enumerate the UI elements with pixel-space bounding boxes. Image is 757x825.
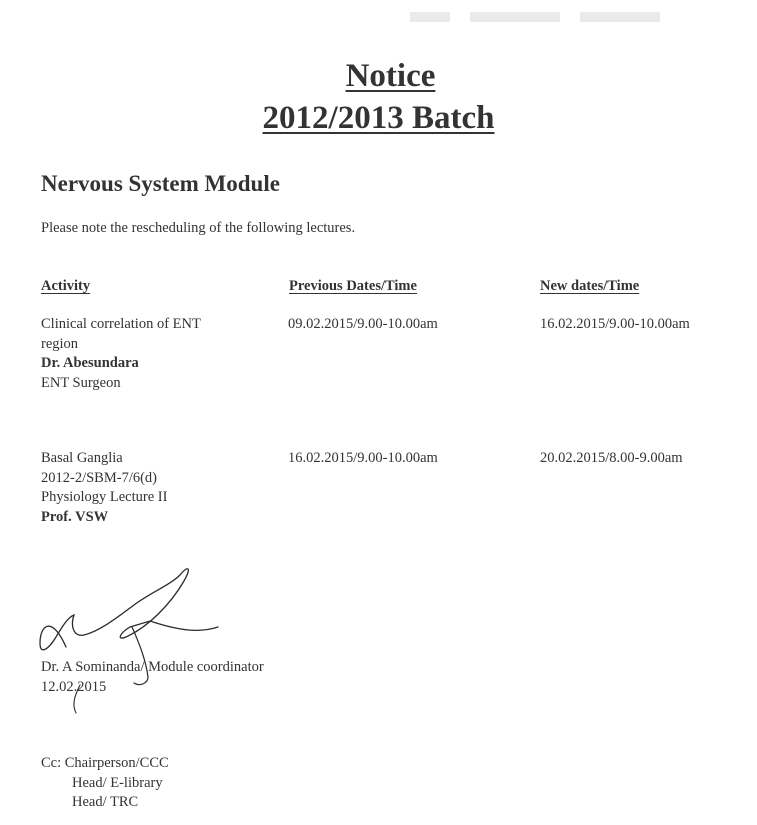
signatory-name: Dr. A Sominanda/ Module coordinator (41, 659, 264, 675)
lecturer-role: ENT Surgeon (41, 374, 121, 391)
activity-line: Basal Ganglia (41, 450, 123, 466)
table-row-2-new: 20.02.2015/8.00-9.00am (540, 450, 683, 466)
cc-recipient: Head/ E-library (72, 774, 163, 791)
activity-line: 2012-2/SBM-7/6(d) (41, 469, 157, 486)
intro-text: Please note the rescheduling of the following lectures. (41, 220, 356, 236)
lecturer-name: Dr. Abesundara (41, 355, 139, 371)
cc-recipient: Head/ TRC (72, 794, 139, 810)
module-heading: Nervous System Module (41, 171, 280, 196)
signature (30, 555, 250, 725)
scan-artifact (410, 8, 670, 26)
cc-line (41, 754, 169, 774)
table-row-1-new: 16.02.2015/9.00-10.00am (540, 316, 690, 332)
activity-line: region (41, 335, 79, 352)
notice-title (12, 57, 757, 95)
cc-label: Cc: (41, 755, 62, 771)
column-header-activity: Activity (41, 278, 91, 294)
activity-line: Physiology Lecture II (41, 489, 168, 505)
column-header-new: New dates/Time (540, 278, 640, 294)
notice-title-text: Notice (345, 58, 436, 94)
column-header-previous: Previous Dates/Time (289, 278, 417, 294)
table-row-2-previous: 16.02.2015/9.00-10.00am (288, 450, 438, 466)
table-row-1-activity (41, 315, 271, 393)
signoff-date: 12.02.2015 (41, 679, 107, 695)
cc-block (41, 754, 169, 813)
activity-line: Clinical correlation of ENT (41, 316, 201, 332)
lecturer-name: Prof. VSW (41, 508, 109, 525)
batch-title-text: 2012/2013 Batch (262, 100, 495, 136)
table-row-2-activity (41, 449, 271, 527)
table-row-1-previous: 09.02.2015/9.00-10.00am (288, 316, 438, 332)
cc-recipient: Chairperson/CCC (64, 755, 169, 771)
batch-title (0, 99, 757, 137)
